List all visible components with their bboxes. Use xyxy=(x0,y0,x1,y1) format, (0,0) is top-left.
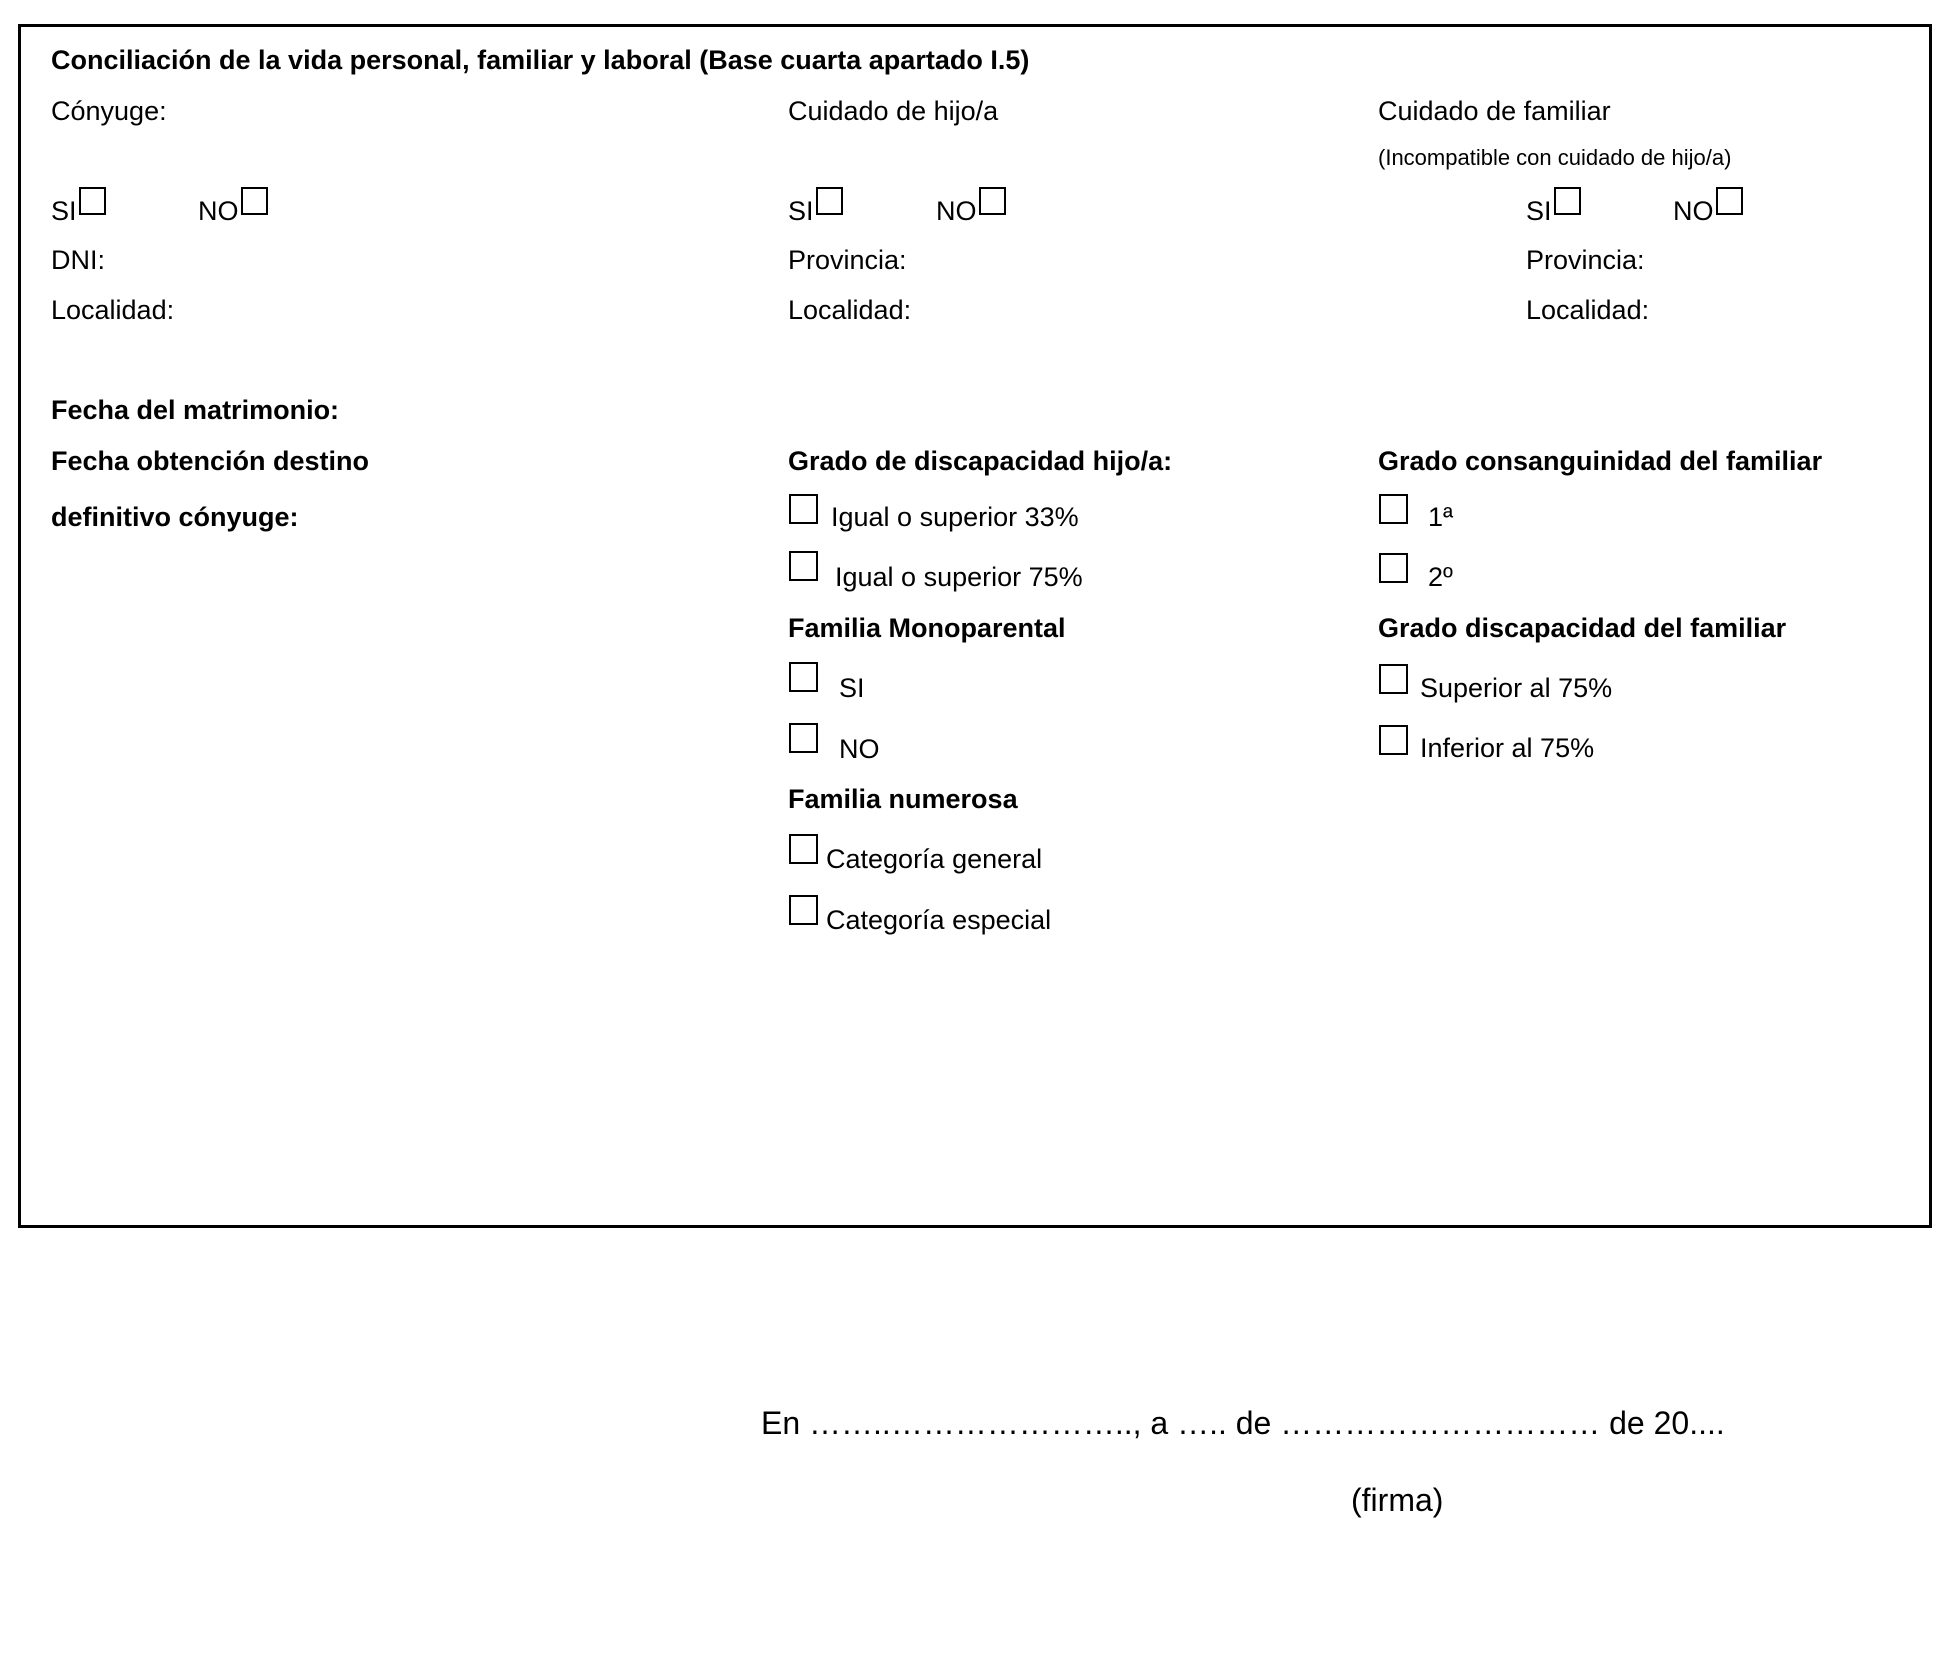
family-care-yes-option xyxy=(1526,195,1581,227)
single-parent-no-checkbox[interactable] xyxy=(789,723,818,753)
child-care-yes-checkbox[interactable] xyxy=(816,187,843,215)
family-disability-above-75-label: Superior al 75% xyxy=(1420,673,1613,703)
single-parent-yes-checkbox[interactable] xyxy=(789,662,818,692)
family-disability-above-75-checkbox[interactable] xyxy=(1379,664,1408,694)
family-disability-below-75-checkbox[interactable] xyxy=(1379,725,1408,755)
kinship-second-label: 2º xyxy=(1428,562,1453,592)
marriage-date-label: Fecha del matrimonio: xyxy=(51,395,340,425)
family-care-yes-label: SI xyxy=(1526,196,1552,226)
family-care-province-label: Provincia: xyxy=(1526,245,1645,275)
destination-date-label-line1: Fecha obtención destino xyxy=(51,446,370,476)
spouse-dni-label: DNI: xyxy=(51,245,105,275)
large-family-general-checkbox[interactable] xyxy=(789,834,818,864)
kinship-heading: Grado consanguinidad del familiar xyxy=(1378,446,1823,476)
single-parent-no-label: NO xyxy=(839,734,880,764)
kinship-first-checkbox[interactable] xyxy=(1379,494,1408,524)
kinship-second-checkbox[interactable] xyxy=(1379,553,1408,583)
spouse-heading: Cónyuge: xyxy=(51,96,167,126)
child-care-locality-label: Localidad: xyxy=(788,295,912,325)
family-care-no-label: NO xyxy=(1673,196,1714,226)
section-title: Conciliación de la vida personal, familiar y laboral (Base cuarta apartado I.5) xyxy=(51,45,1030,75)
large-family-general-label: Categoría general xyxy=(826,844,1043,874)
spouse-locality-label: Localidad: xyxy=(51,295,175,325)
family-care-no-option xyxy=(1673,195,1743,227)
kinship-first-label: 1ª xyxy=(1428,502,1454,532)
spouse-yes-option xyxy=(51,195,106,227)
child-disability-33-checkbox[interactable] xyxy=(789,494,818,524)
child-disability-33-label: Igual o superior 33% xyxy=(831,502,1079,532)
family-disability-below-75-label: Inferior al 75% xyxy=(1420,733,1595,763)
child-care-no-checkbox[interactable] xyxy=(979,187,1006,215)
child-disability-75-checkbox[interactable] xyxy=(789,551,818,581)
family-care-note: (Incompatible con cuidado de hijo/a) xyxy=(1378,145,1732,170)
place-date-line: En ……..………………….., a ….. de ………………………… de 20.... xyxy=(761,1405,1725,1441)
child-care-heading: Cuidado de hijo/a xyxy=(788,96,999,126)
child-disability-heading: Grado de discapacidad hijo/a: xyxy=(788,446,1173,476)
child-care-yes-option xyxy=(788,195,843,227)
child-care-province-label: Provincia: xyxy=(788,245,907,275)
child-disability-75-label: Igual o superior 75% xyxy=(835,562,1083,592)
signature-label: (firma) xyxy=(1351,1482,1444,1518)
single-parent-yes-label: SI xyxy=(839,673,865,703)
family-care-locality-label: Localidad: xyxy=(1526,295,1650,325)
large-family-special-checkbox[interactable] xyxy=(789,895,818,925)
large-family-special-label: Categoría especial xyxy=(826,905,1052,935)
child-care-no-option xyxy=(936,195,1006,227)
single-parent-heading: Familia Monoparental xyxy=(788,613,1066,643)
family-care-yes-checkbox[interactable] xyxy=(1554,187,1581,215)
destination-date-label-line2: definitivo cónyuge: xyxy=(51,502,299,532)
spouse-no-checkbox[interactable] xyxy=(241,187,268,215)
family-care-no-checkbox[interactable] xyxy=(1716,187,1743,215)
family-disability-heading: Grado discapacidad del familiar xyxy=(1378,613,1787,643)
large-family-heading: Familia numerosa xyxy=(788,784,1018,814)
child-care-no-label: NO xyxy=(936,196,977,226)
spouse-no-option xyxy=(198,195,268,227)
spouse-no-label: NO xyxy=(198,196,239,226)
family-care-heading: Cuidado de familiar xyxy=(1378,96,1611,126)
child-care-yes-label: SI xyxy=(788,196,814,226)
spouse-yes-label: SI xyxy=(51,196,77,226)
spouse-yes-checkbox[interactable] xyxy=(79,187,106,215)
